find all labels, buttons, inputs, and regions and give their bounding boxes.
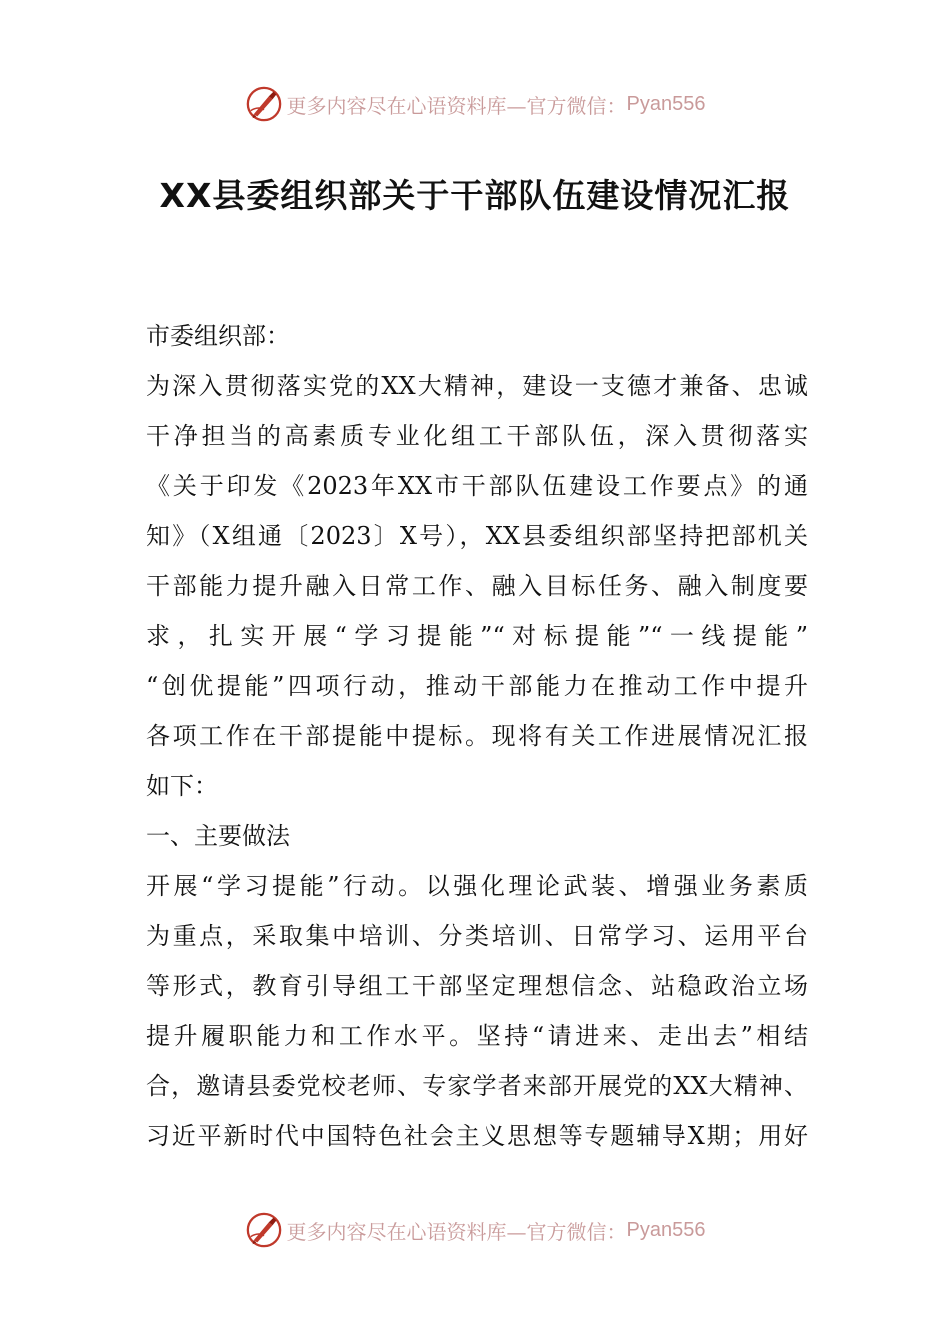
watermark-wechat-id: Pyan556 xyxy=(626,1218,706,1241)
watermark-wechat-id: Pyan556 xyxy=(626,92,706,115)
watermark-text: 更多内容尽在心语资料库—官方微信： xyxy=(286,1219,627,1244)
paragraph-line: 为深入贯彻落实党的XX大精神，建设一支德才兼备、忠诚 xyxy=(146,372,808,400)
paragraph-line: 各项工作在干部提能中提标。现将有关工作进展情况汇报 xyxy=(146,722,808,750)
paragraph-line: 求，扎实开展“学习提能”“对标提能”“一线提能” xyxy=(146,622,808,650)
paragraph-line: 知》（X组通〔2023〕X号），XX县委组织部坚持把部机关 xyxy=(146,522,808,550)
paragraph-line: 等形式，教育引导组工干部坚定理想信念、站稳政治立场 xyxy=(146,972,808,1000)
paragraph-line: 如下： xyxy=(146,772,218,800)
document-body xyxy=(146,311,808,1161)
document-title: XX县委组织部关于干部队伍建设情况汇报 xyxy=(159,176,791,215)
paragraph-line: 《关于印发《2023年XX市干部队伍建设工作要点》的通 xyxy=(146,472,808,500)
paragraph-line: 为重点，采取集中培训、分类培训、日常学习、运用平台 xyxy=(146,922,808,950)
paragraph-line: “创优提能”四项行动，推动干部能力在推动工作中提升 xyxy=(146,672,808,700)
pen-nib-logo-icon xyxy=(245,85,283,123)
paragraph-line: 开展“学习提能”行动。以强化理论武装、增强业务素质 xyxy=(146,872,808,900)
watermark-text: 更多内容尽在心语资料库—官方微信： xyxy=(286,93,627,118)
watermark-banner-top xyxy=(0,82,950,126)
paragraph-line: 提升履职能力和工作水平。坚持“请进来、走出去”相结 xyxy=(146,1022,808,1050)
pen-nib-logo-icon xyxy=(245,1211,283,1249)
paragraph-line: 干净担当的高素质专业化组工干部队伍，深入贯彻落实 xyxy=(146,422,808,450)
section-heading: 一、主要做法 xyxy=(146,822,290,850)
paragraph-line: 习近平新时代中国特色社会主义思想等专题辅导X期；用好 xyxy=(146,1122,808,1150)
watermark-banner-bottom xyxy=(0,1208,950,1252)
paragraph-line: 合，邀请县委党校老师、专家学者来部开展党的XX大精神、 xyxy=(146,1072,808,1100)
salutation: 市委组织部： xyxy=(146,322,290,350)
paragraph-line: 干部能力提升融入日常工作、融入目标任务、融入制度要 xyxy=(146,572,808,600)
